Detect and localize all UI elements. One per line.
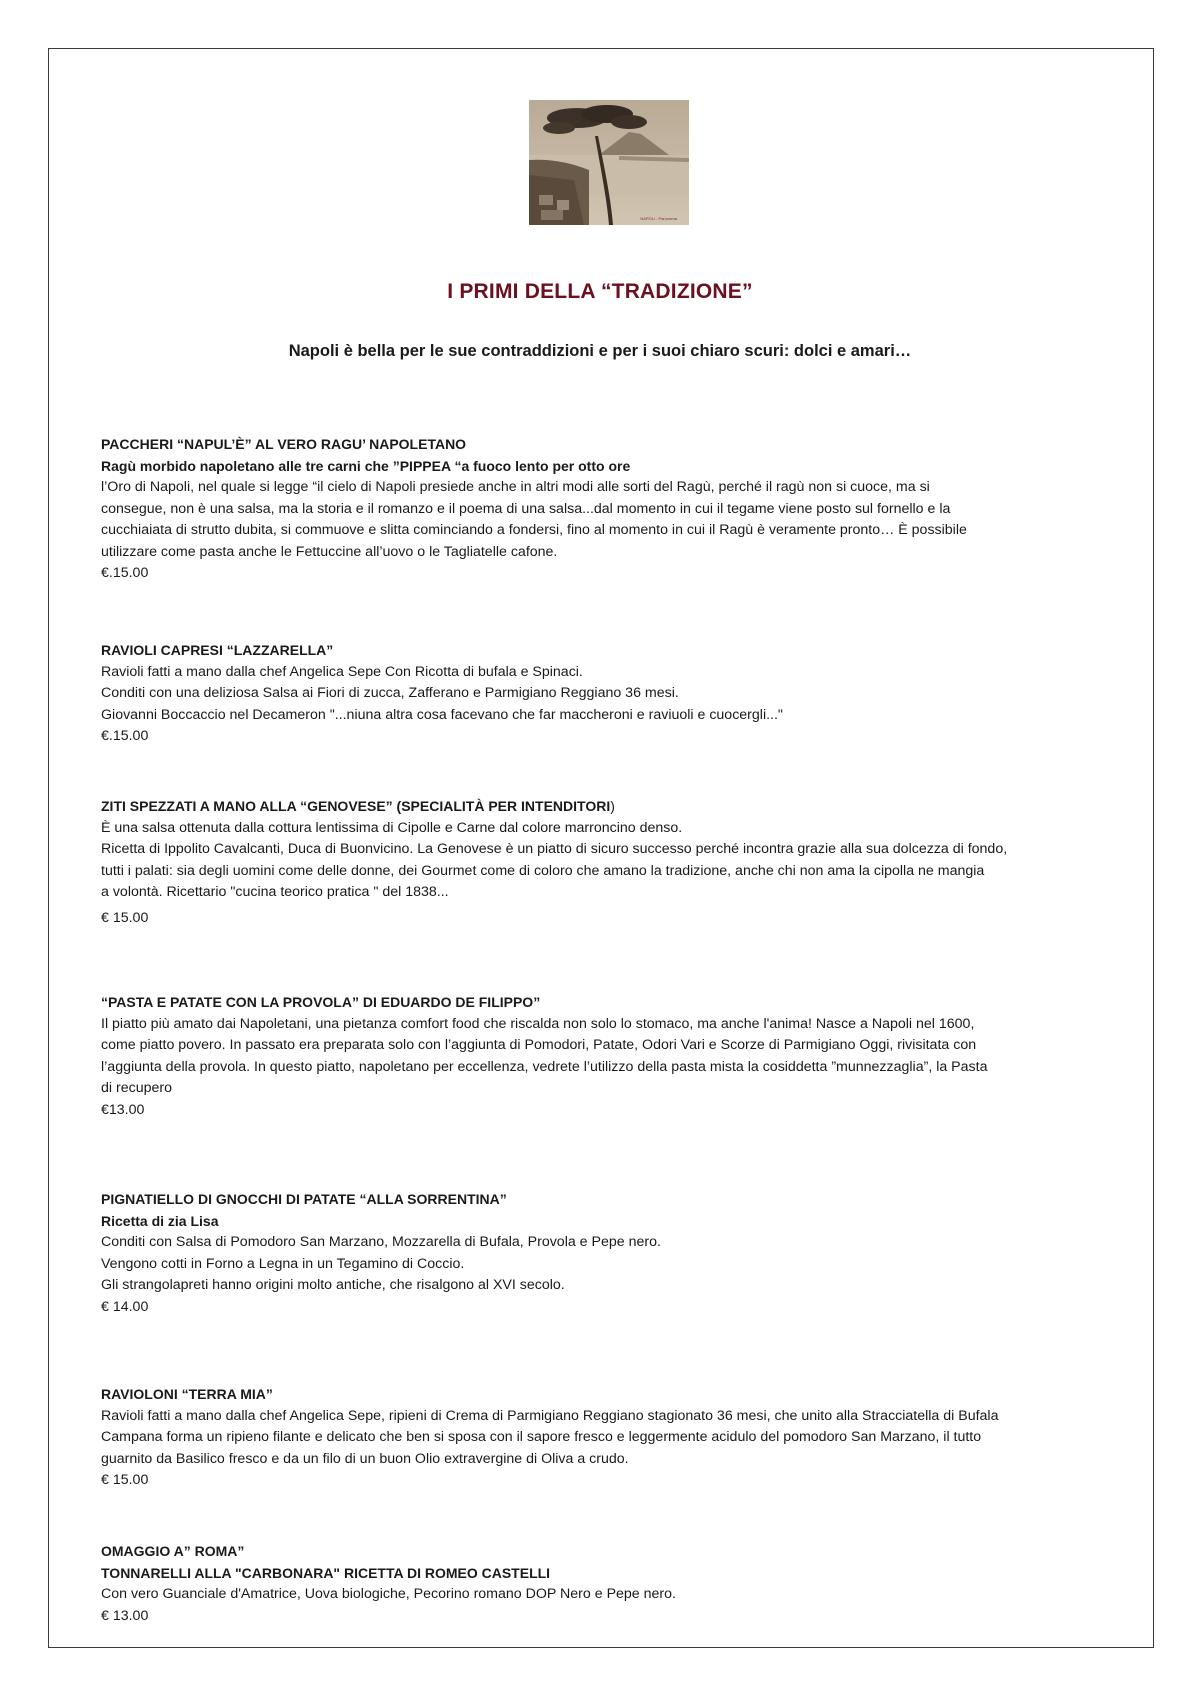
dish-name-text: ZITI SPEZZATI A MANO ALLA “GENOVESE” (SPECIALITÀ PER INTENDITORI <box>101 798 611 814</box>
dish-description-line: Il piatto più amato dai Napoletani, una pietanza comfort food che riscalda non solo lo stomaco, ma anche l'anima! Nasce a Napoli nel 1600, <box>101 1015 975 1032</box>
dish-description-line: Gli strangolapreti hanno origini molto antiche, che risalgono al XVI secolo. <box>101 1277 565 1293</box>
dish-subtitle: TONNARELLI ALLA "CARBONARA" RICETTA DI ROMEO CASTELLI <box>101 1564 551 1581</box>
menu-item-pasta-patate <box>101 992 1121 1121</box>
dish-description-line: come piatto povero. In passato era preparata solo con l’aggiunta di Pomodori, Patate, Odori Vari e Scorze di Parmigiano Oggi, rivisitata con <box>101 1037 977 1053</box>
dish-subtitle: Ragù morbido napoletano alle tre carni che ”PIPPEA “a fuoco lento per otto ore <box>101 457 631 474</box>
dish-description-line: Vengono cotti in Forno a Legna in un Tegamino di Coccio. <box>101 1255 465 1272</box>
dish-description-line: l’aggiunta della provola. In questo piatto, napoletano per eccellenza, vedrete l’utilizzo della pasta mista la cosiddetta ”munnezzaglia”, la Pasta <box>101 1058 988 1075</box>
vintage-naples-photo <box>529 100 689 225</box>
dish-name: RAVIOLONI “TERRA MIA” <box>101 1386 273 1402</box>
dish-description-line: l’Oro di Napoli, nel quale si legge “il cielo di Napoli presiede anche in altri modi alle sorti del Ragù, perché il ragù non si cuoce, ma si <box>101 479 930 495</box>
dish-price: €.15.00 <box>101 728 149 744</box>
menu-item-paccheri <box>101 434 1121 585</box>
dish-description-line: di recupero <box>101 1080 172 1096</box>
dish-name: PACCHERI “NAPUL’È” AL VERO RAGU’ NAPOLETANO <box>101 436 467 452</box>
dish-description-line: Con vero Guanciale d'Amatrice, Uova biologiche, Pecorino romano DOP Nero e Pepe nero. <box>101 1586 676 1602</box>
photo-caption: NAPOLI - Panorama <box>640 216 677 221</box>
menu-item-ravioloni-terra-mia <box>101 1384 1121 1492</box>
dish-description-line: Ricetta di Ippolito Cavalcanti, Duca di Buonvicino. La Genovese è un piatto di sicuro successo perché incontra grazie alla sua dolcezza di fondo, <box>101 841 1008 857</box>
dish-description-line: cucchiaiata di strutto dubita, si commuove e slitta cominciando a fondersi, fino al momento in cui il Ragù è veramente pronto… È possibile <box>101 522 967 538</box>
dish-price: € 14.00 <box>101 1298 149 1315</box>
page-subtitle: Napoli è bella per le sue contraddizioni e per i suoi chiaro scuri: dolci e amari… <box>288 342 912 360</box>
dish-description-line: È una salsa ottenuta dalla cottura lentissima di Cipolle e Carne dal colore marroncino denso. <box>101 819 683 836</box>
dish-name: PIGNATIELLO DI GNOCCHI DI PATATE “ALLA SORRENTINA” <box>101 1191 507 1207</box>
dish-description-line: guarnito da Basilico fresco e da un filo di un buon Olio extravergine di Oliva a crudo. <box>101 1450 629 1467</box>
dish-description-line: Giovanni Boccaccio nel Decameron "...niuna altra cosa facevano che far maccheroni e raviuoli e cuocergli..." <box>101 706 783 723</box>
dish-name <box>101 796 1121 818</box>
dish-price: €.15.00 <box>101 565 149 581</box>
menu-item-ravioli-capresi <box>101 640 1121 748</box>
dish-description-line: Campana forma un ripieno filante e delicato che ben si sposa con il sapore fresco e leggermente acidulo del pomodoro San Marzano, il tutto <box>101 1429 982 1445</box>
dish-description-line: Conditi con Salsa di Pomodoro San Marzano, Mozzarella di Bufala, Provola e Pepe nero. <box>101 1234 661 1250</box>
dish-name: RAVIOLI CAPRESI “LAZZARELLA” <box>101 642 334 658</box>
dish-subtitle: Ricetta di zia Lisa <box>101 1212 219 1229</box>
dish-price: € 15.00 <box>101 1472 149 1488</box>
dish-price: € 15.00 <box>101 909 149 926</box>
dish-price: €13.00 <box>101 1101 145 1118</box>
dish-description-line: Ravioli fatti a mano dalla chef Angelica Sepe Con Ricotta di bufala e Spinaci. <box>101 663 583 680</box>
menu-item-omaggio-roma <box>101 1541 1121 1627</box>
menu-item-ziti-genovese <box>101 796 1121 929</box>
dish-description-line: Ravioli fatti a mano dalla chef Angelica Sepe, ripieni di Crema di Parmigiano Reggiano stagionato 36 mesi, che unito alla Stracciatella di Bufala <box>101 1407 999 1424</box>
dish-price: € 13.00 <box>101 1607 149 1624</box>
dish-name: “PASTA E PATATE CON LA PROVOLA” DI EDUARDO DE FILIPPO” <box>101 994 541 1010</box>
dish-description-line: a volontà. Ricettario "cucina teorico pratica " del 1838... <box>101 884 449 900</box>
dish-name-tail: ) <box>610 798 615 814</box>
dish-description-line: utilizzare come pasta anche le Fettuccine all’uovo o le Tagliatelle cafone. <box>101 543 558 560</box>
menu-item-gnocchi-sorrentina <box>101 1189 1121 1318</box>
dish-description-line: tutti i palati: sia degli uomini come delle donne, dei Gourmet come di coloro che amano la tradizione, anche chi non ama la cipolla ne mangia <box>101 862 985 879</box>
dish-description-line: Conditi con una deliziosa Salsa ai Fiori di zucca, Zafferano e Parmigiano Reggiano 36 mesi. <box>101 685 679 701</box>
dish-name: OMAGGIO A” ROMA” <box>101 1543 245 1559</box>
dish-description-line: consegue, non è una salsa, ma la storia e il romanzo e il poema di una salsa...dal momento in cui il tegame viene posto sul fornello e la <box>101 500 951 517</box>
page-title: I PRIMI DELLA “TRADIZIONE” <box>447 280 753 303</box>
